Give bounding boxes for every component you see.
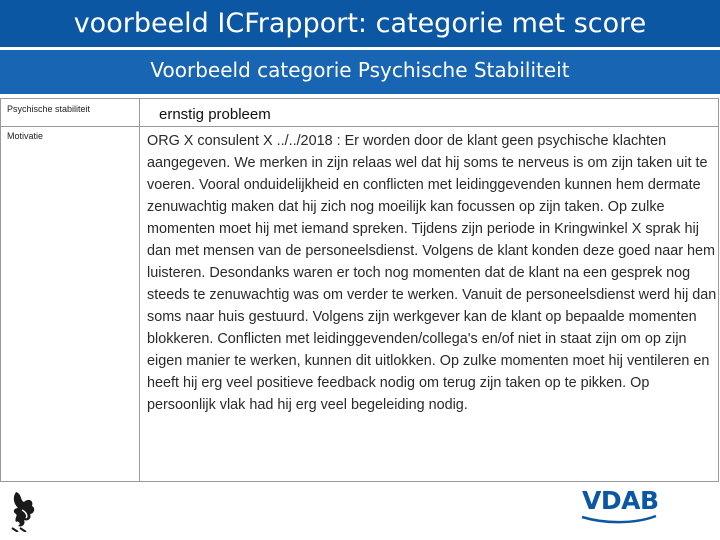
category-table [0,98,719,482]
slide-title: voorbeeld ICFrapport: categorie met score [0,0,720,47]
category-label: Psychische stabiliteit [7,104,91,114]
motivation-text: ORG X consulent X ../../2018 : Er worden door de klant geen psychische klachten aangegeven. We merken in zijn relaas wel dat hij soms te nerveus is om zijn taken uit te voeren. Vooral onduidelijkheid en conflicten met leidinggevenden kunnen hem dermate zenuwachtig maken dat hij zich nog moeilijk kan focussen op zijn taken. Op zulke momenten moet hij met iemand spreken. Tijdens zijn periode in Kringwinkel X sprak hij dan met mensen van de personeelsdienst. Volgens de klant konden deze goed naar hem luisteren. Desondanks waren er toch nog momenten dat de klant na een gesprek nog steeds te zenuwachtig was om verder te werken. Vanuit de personeelsdienst werd hij dan soms naar huis gestuurd. Volgens zijn werkgever kan de klant op bepaalde momenten blokkeren. Conflicten met leidinggevenden/collega's en/of niet in staat zijn om op zijn eigen manier te werken, kunnen dit uitlokken. Op zulke momenten moet hij ventileren en heeft hij erg veel positieve feedback nodig om terug zijn taken op te pikken. Op persoonlijk vlak had hij erg veel begeleiding nodig. [147,133,717,413]
column-divider [139,99,140,481]
category-score: ernstig probleem [159,106,271,123]
slide-subtitle: Voorbeeld categorie Psychische Stabiliteit [0,50,720,94]
vdab-logo: VDAB [582,486,659,515]
motivation-label: Motivatie [7,131,44,141]
vdab-swoosh-icon [580,514,658,524]
flemish-lion-icon [8,488,42,532]
category-row [1,99,718,127]
